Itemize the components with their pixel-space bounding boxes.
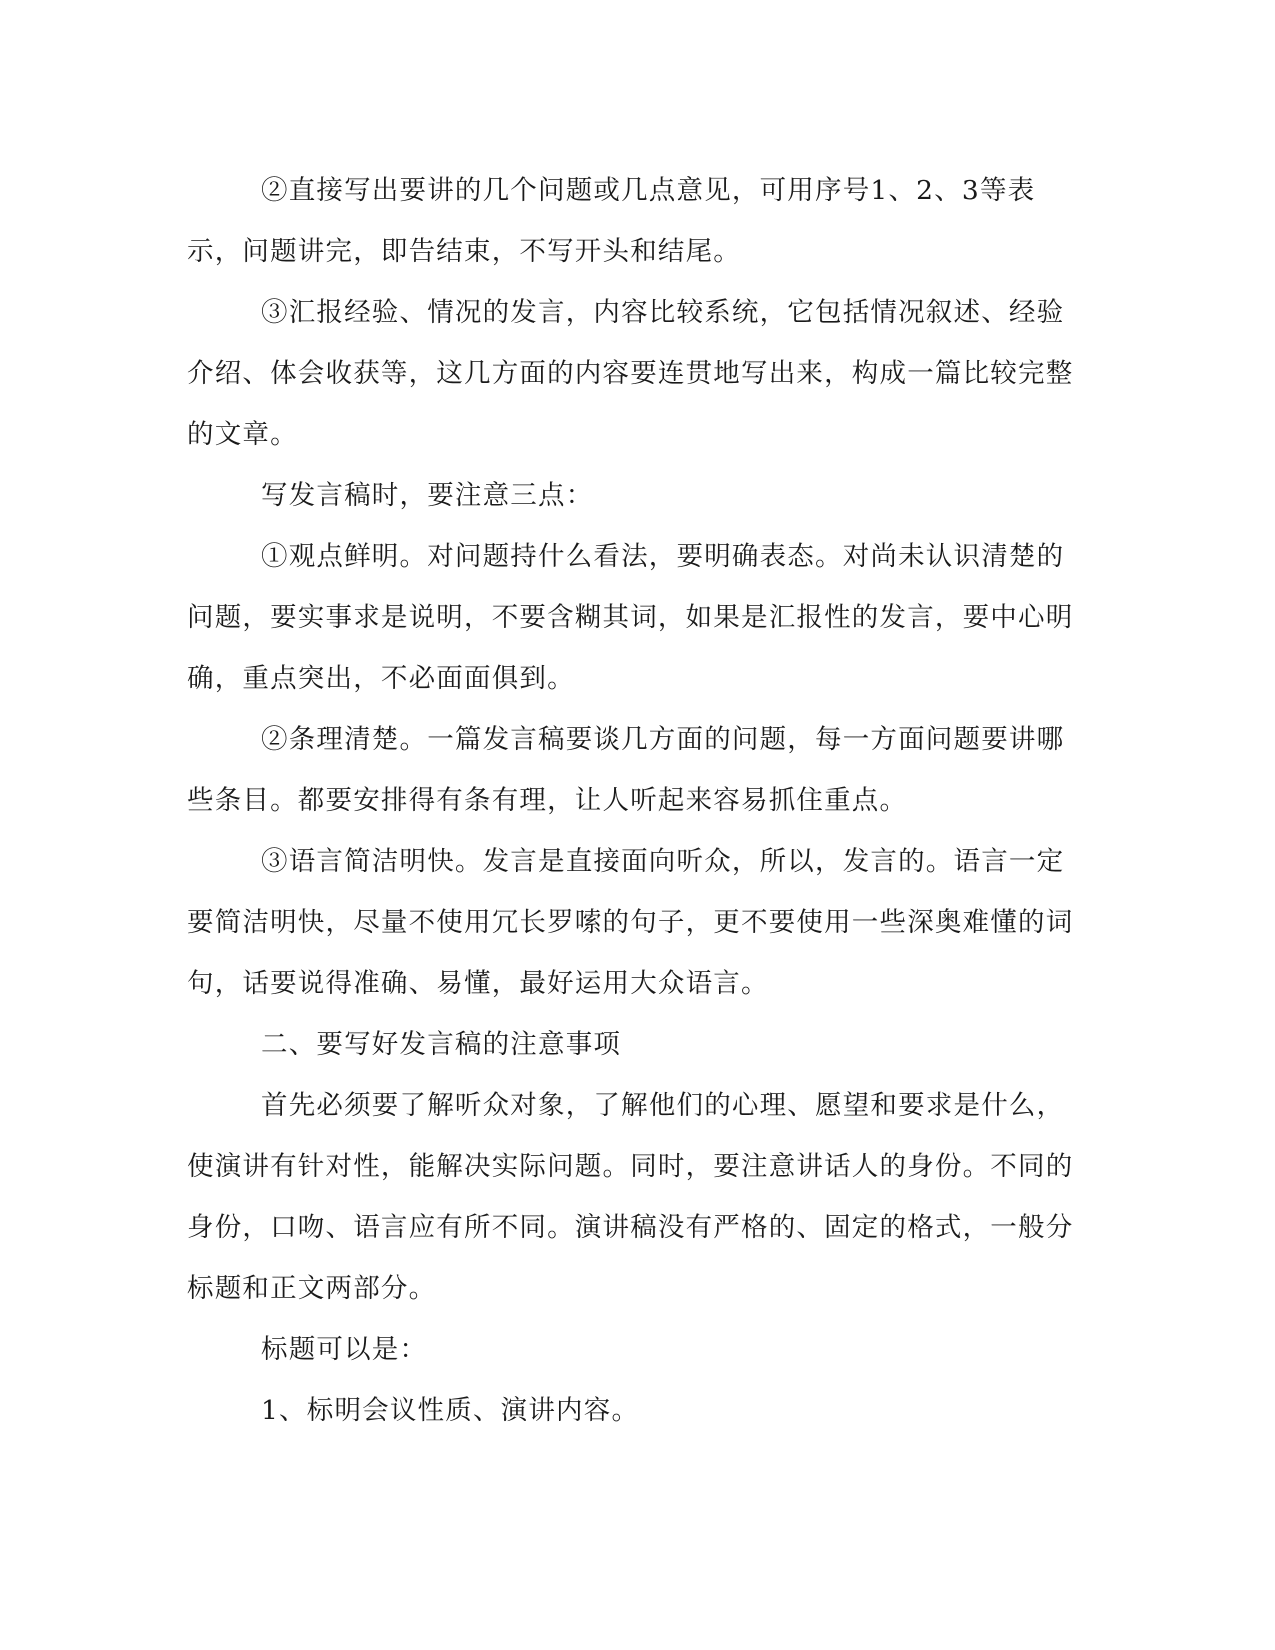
paragraph-title-options-intro: 标题可以是：	[261, 1334, 428, 1365]
section-heading-2: 二、要写好发言稿的注意事项	[261, 1029, 622, 1060]
paragraph-format-list-item-2: ②直接写出要讲的几个问题或几点意见，可用序号1、2、3等表示，问题讲完，即告结束，不写开头和结尾。	[187, 175, 1036, 267]
paragraph-point-2: ②条理清楚。一篇发言稿要谈几方面的问题，每一方面问题要讲哪些条目。都要安排得有条有理，让人听起来容易抓住重点。	[187, 724, 1065, 816]
paragraph-point-3: ③语言简洁明快。发言是直接面向听众，所以，发言的。语言一定要简洁明快，尽量不使用冗长罗嗦的句子，更不要使用一些深奥难懂的词句，话要说得准确、易懂，最好运用大众语言。	[187, 846, 1074, 999]
document-body	[187, 160, 1087, 1441]
paragraph-three-points-intro: 写发言稿时，要注意三点：	[261, 480, 594, 511]
paragraph-audience-notes: 首先必须要了解听众对象，了解他们的心理、愿望和要求是什么，使演讲有针对性，能解决实际问题。同时，要注意讲话人的身份。不同的身份，口吻、语言应有所不同。演讲稿没有严格的、固定的格式，一般分标题和正文两部分。	[187, 1090, 1074, 1304]
paragraph-point-1: ①观点鲜明。对问题持什么看法，要明确表态。对尚未认识清楚的问题，要实事求是说明，不要含糊其词，如果是汇报性的发言，要中心明确，重点突出，不必面面俱到。	[187, 541, 1074, 694]
paragraph-format-list-item-3: ③汇报经验、情况的发言，内容比较系统，它包括情况叙述、经验介绍、体会收获等，这几方面的内容要连贯地写出来，构成一篇比较完整的文章。	[187, 297, 1074, 450]
paragraph-title-option-1: 1、标明会议性质、演讲内容。	[261, 1395, 640, 1426]
